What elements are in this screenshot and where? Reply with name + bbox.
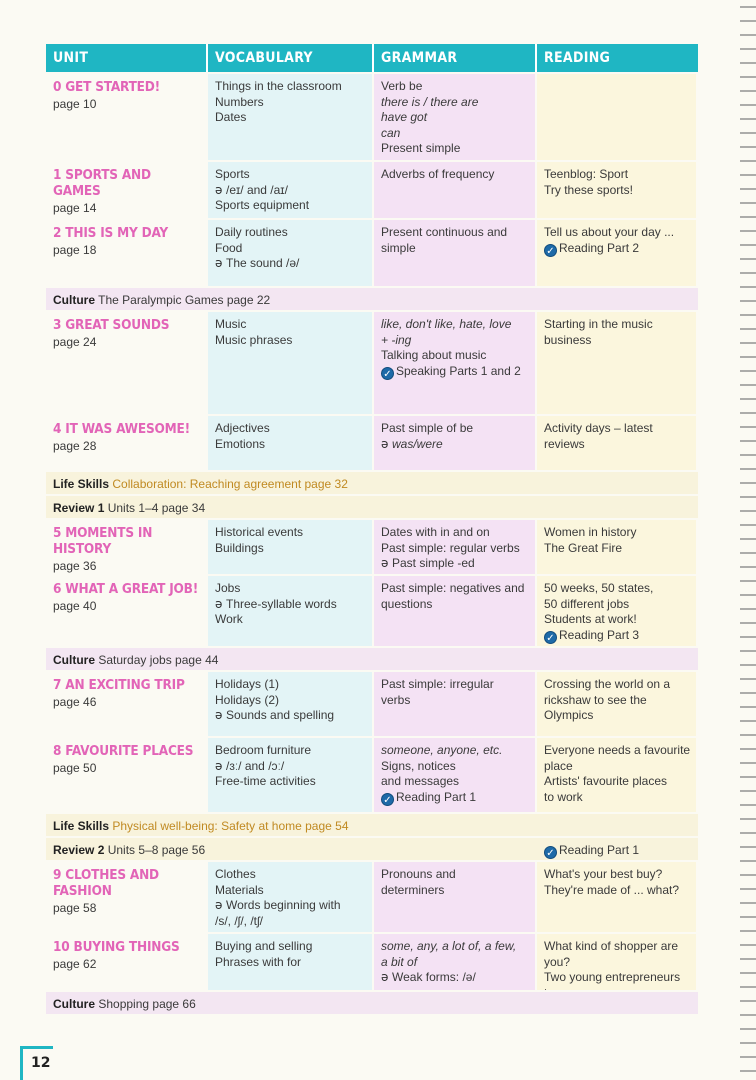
cell-text: have got (381, 110, 428, 125)
cell-line (381, 348, 531, 364)
vocabulary-cell (208, 160, 374, 218)
unit-cell (46, 414, 208, 470)
header-reading: READING (537, 44, 698, 72)
cell-line (215, 867, 368, 883)
cell-text: Words beginning with (226, 898, 341, 913)
cell-line (381, 167, 531, 183)
cell-line (544, 333, 692, 349)
cell-text: Adjectives (215, 421, 270, 435)
cell-line (215, 597, 368, 613)
cell-line (544, 693, 692, 724)
cell-text: Phrases with for (215, 954, 302, 969)
vocabulary-cell (208, 414, 374, 470)
cell-line (215, 914, 368, 930)
cell-line (544, 241, 692, 257)
cell-line (381, 743, 531, 759)
cell-text: and messages (381, 774, 460, 789)
cell-line (381, 95, 531, 111)
life-row (46, 470, 698, 494)
cell-text: What kind of shopper are you? (544, 939, 679, 969)
cell-text: Clothes (215, 867, 256, 881)
cell-text: business (544, 332, 592, 347)
unit-cell (46, 518, 208, 574)
cell-line (215, 256, 368, 272)
spiral-binding (740, 0, 756, 1080)
unit-page: page 10 (53, 97, 97, 111)
cell-line (215, 939, 368, 955)
cell-line (381, 970, 531, 986)
page-number: 12 (31, 1055, 51, 1071)
pronunciation-icon: ə (215, 898, 223, 913)
vocabulary-cell (208, 670, 374, 736)
unit-title: 0 GET STARTED! (53, 79, 160, 95)
cell-text: Work (215, 612, 243, 627)
cell-line (381, 79, 531, 95)
cell-line (215, 421, 368, 437)
grammar-cell (374, 218, 537, 286)
cell-text: Women in history (544, 525, 637, 539)
unit-page: page 14 (53, 201, 97, 215)
cell-line (215, 612, 368, 628)
cell-text: Students at work! (544, 612, 637, 627)
cell-text: Music phrases (215, 332, 293, 347)
vocabulary-cell (208, 574, 374, 646)
cell-text: Pronouns and (381, 867, 456, 881)
cell-line (215, 95, 368, 111)
cell-text: simple (381, 240, 416, 255)
review-text: Units 1–4 page 34 (107, 501, 206, 515)
cell-text: Three-syllable words (226, 596, 337, 611)
vocabulary-cell (208, 736, 374, 812)
cell-line (381, 110, 531, 126)
reading-cell (537, 932, 698, 990)
cell-line (544, 597, 692, 613)
reading-cell (537, 736, 698, 812)
culture-label: Culture (53, 997, 95, 1011)
cell-text: Historical events (215, 525, 304, 539)
page-number-box (20, 1046, 53, 1080)
cell-line (381, 241, 531, 257)
cell-line (381, 867, 531, 883)
cell-line (215, 225, 368, 241)
cell-text: /s/, /ʃ/, /tʃ/ (215, 913, 264, 928)
cell-line (381, 541, 531, 557)
culture-label: Culture (53, 293, 95, 307)
header-vocabulary: VOCABULARY (208, 44, 374, 72)
cell-text: Adverbs of frequency (381, 167, 495, 181)
cell-line (215, 79, 368, 95)
cell-text: rickshaw to see the Olympics (544, 692, 647, 723)
cell-line (215, 198, 368, 214)
cell-text: Numbers (215, 94, 264, 109)
review-label: Review 1 (53, 501, 105, 515)
review-text: Units 5–8 page 56 (107, 843, 206, 857)
contents-table (46, 44, 698, 1014)
cell-line (215, 708, 368, 724)
cell-line (215, 743, 368, 759)
cell-line (215, 774, 368, 790)
cell-line (544, 525, 692, 541)
cell-line (381, 126, 531, 142)
cell-text: some, any, a lot of, a few, (381, 939, 517, 953)
cell-text: What's your best buy? (544, 867, 663, 881)
cell-text: Tell us about your day ... (544, 225, 675, 239)
cell-line (544, 541, 692, 557)
unit-page: page 40 (53, 599, 97, 613)
cell-line (544, 628, 692, 644)
grammar-cell (374, 932, 537, 990)
cell-line (381, 939, 531, 955)
grammar-cell (374, 860, 537, 932)
unit-title: 1 SPORTS AND GAMES (53, 167, 151, 199)
cell-text: Speaking Parts 1 and 2 (396, 363, 521, 378)
cell-text: Sports (215, 167, 250, 181)
unit-page: page 58 (53, 901, 97, 915)
cell-text: verbs (381, 692, 411, 707)
cell-line (544, 581, 692, 597)
cell-line (381, 556, 531, 572)
cell-text: Reading Part 1 (396, 789, 477, 804)
vocabulary-cell (208, 932, 374, 990)
cell-line (544, 225, 692, 241)
grammar-cell (374, 310, 537, 414)
cell-text: Past simple: regular verbs (381, 540, 520, 555)
cell-line (381, 333, 531, 349)
life-label: Life Skills (53, 819, 110, 833)
cell-line (544, 183, 692, 199)
cell-text: /ɜː/ and /ɔː/ (226, 758, 285, 773)
cell-text: like, don't like, hate, love (381, 317, 512, 331)
unit-page: page 50 (53, 761, 97, 775)
cell-line (381, 693, 531, 709)
unit-cell (46, 160, 208, 218)
cell-text: Everyone needs a favourite (544, 743, 691, 757)
header-unit: UNIT (46, 44, 208, 72)
reading-cell (537, 860, 698, 932)
pronunciation-icon: ə (381, 556, 389, 571)
cell-line (544, 790, 692, 806)
cell-text: Activity days – latest reviews (544, 421, 653, 451)
cell-line (215, 677, 368, 693)
cell-text: Reading Part 3 (559, 627, 640, 642)
life-text: Physical well-being: Safety at home page 54 (112, 819, 349, 833)
unit-cell (46, 218, 208, 286)
cell-text: Buildings (215, 540, 264, 555)
cell-line (544, 743, 692, 759)
cell-text: The sound /ə/ (226, 256, 300, 271)
cell-text: Things in the classroom (215, 79, 342, 93)
cell-line (215, 759, 368, 775)
cell-line (215, 167, 368, 183)
cell-text: Past simple -ed (392, 556, 475, 571)
exam-check-icon: ✓ (544, 631, 557, 644)
unit-title: 3 GREAT SOUNDS (53, 317, 170, 333)
unit-cell (46, 670, 208, 736)
exam-check-icon: ✓ (544, 244, 557, 257)
unit-cell (46, 72, 208, 160)
reading-cell (537, 310, 698, 414)
cell-text: Jobs (215, 581, 241, 595)
cell-line (381, 774, 531, 790)
cell-text: was/were (392, 436, 443, 451)
unit-page: page 18 (53, 243, 97, 257)
cell-text: Holidays (2) (215, 692, 280, 707)
unit-cell (46, 574, 208, 646)
culture-row (46, 646, 698, 670)
unit-page: page 24 (53, 335, 97, 349)
cell-line (381, 141, 531, 157)
pronunciation-icon: ə (381, 970, 389, 985)
cell-line (544, 677, 692, 693)
vocabulary-cell (208, 518, 374, 574)
reading-cell (537, 72, 698, 160)
life-label: Life Skills (53, 477, 110, 491)
culture-text: Shopping page 66 (98, 997, 196, 1011)
unit-cell (46, 310, 208, 414)
cell-line (381, 883, 531, 899)
cell-line (544, 317, 692, 333)
culture-row (46, 990, 698, 1014)
cell-text: Music (215, 317, 247, 331)
cell-text: /eɪ/ and /aɪ/ (226, 182, 288, 197)
review-label: Review 2 (53, 843, 105, 857)
cell-line (544, 883, 692, 899)
cell-text: Bedroom furniture (215, 743, 312, 757)
life-text: Collaboration: Reaching agreement page 32 (112, 477, 348, 491)
cell-line (544, 867, 692, 883)
cell-text: Past simple of be (381, 421, 474, 435)
unit-title: 5 MOMENTS IN HISTORY (53, 525, 153, 557)
unit-title: 10 BUYING THINGS (53, 939, 180, 955)
cell-line (381, 364, 531, 380)
cell-text: Teenblog: Sport (544, 167, 629, 181)
unit-title: 6 WHAT A GREAT JOB! (53, 581, 199, 597)
cell-text: a bit of (381, 954, 418, 969)
cell-text: Emotions (215, 436, 266, 451)
pronunciation-icon: ə (215, 758, 223, 773)
unit-title: 8 FAVOURITE PLACES (53, 743, 194, 759)
cell-line (215, 883, 368, 899)
cell-text: to work (544, 789, 583, 804)
cell-line (215, 955, 368, 971)
cell-text: Sports equipment (215, 198, 310, 213)
cell-line (381, 581, 531, 597)
cell-text: Starting in the music (544, 317, 653, 331)
cell-text: can (381, 125, 401, 140)
reading-cell (537, 218, 698, 286)
reading-cell (537, 670, 698, 736)
pronunciation-icon: ə (215, 708, 223, 723)
pronunciation-icon: ə (215, 596, 223, 611)
cell-line (544, 759, 692, 775)
cell-line (215, 437, 368, 453)
cell-text: Materials (215, 882, 264, 897)
vocabulary-cell (208, 310, 374, 414)
exam-check-icon: ✓ (381, 367, 394, 380)
cell-line (381, 955, 531, 971)
exam-check-icon: ✓ (544, 846, 557, 859)
culture-row (46, 286, 698, 310)
reading-cell (537, 414, 698, 470)
cell-text: Signs, notices (381, 758, 456, 773)
cell-line (381, 437, 531, 453)
cell-line (381, 759, 531, 775)
cell-line (544, 774, 692, 790)
cell-text: Sounds and spelling (226, 708, 335, 723)
cell-text: Artists' favourite places (544, 774, 668, 789)
review-row (46, 494, 698, 518)
cell-line (215, 317, 368, 333)
reading-cell (537, 574, 698, 646)
cell-text: questions (381, 596, 433, 611)
cell-text: 50 weeks, 50 states, (544, 581, 654, 595)
cell-text: Reading Part 2 (559, 240, 640, 255)
unit-page: page 46 (53, 695, 97, 709)
unit-title: 9 CLOTHES AND FASHION (53, 867, 159, 899)
cell-line (215, 183, 368, 199)
cell-text: Present continuous and (381, 225, 508, 239)
cell-text: + -ing (381, 332, 412, 347)
cell-line (215, 693, 368, 709)
cell-text: Dates (215, 110, 247, 125)
unit-title: 4 IT WAS AWESOME! (53, 421, 190, 437)
cell-text: Talking about music (381, 348, 487, 363)
unit-cell (46, 932, 208, 990)
cell-text: Holidays (1) (215, 677, 280, 691)
cell-line (381, 525, 531, 541)
exam-check-icon: ✓ (381, 793, 394, 806)
cell-text: there is / there are (381, 94, 479, 109)
review-row (46, 836, 698, 860)
cell-line (215, 898, 368, 914)
grammar-cell (374, 72, 537, 160)
unit-cell (46, 736, 208, 812)
cell-text: They're made of ... what? (544, 882, 680, 897)
life-row (46, 812, 698, 836)
grammar-cell (374, 670, 537, 736)
vocabulary-cell (208, 72, 374, 160)
cell-text: The Great Fire (544, 540, 623, 555)
cell-text: determiners (381, 882, 445, 897)
cell-text: Free-time activities (215, 774, 316, 789)
reading-cell (537, 160, 698, 218)
cell-text: Crossing the world on a (544, 677, 671, 691)
cell-line (544, 421, 692, 452)
header-grammar: GRAMMAR (374, 44, 537, 72)
review-reading-text: Reading Part 1 (559, 843, 640, 857)
cell-text: Dates with in and on (381, 525, 490, 539)
cell-line (381, 677, 531, 693)
cell-line (544, 167, 692, 183)
unit-page: page 36 (53, 559, 97, 573)
grammar-cell (374, 518, 537, 574)
cell-line (215, 581, 368, 597)
unit-cell (46, 860, 208, 932)
cell-text: place (544, 758, 573, 773)
cell-text: Verb be (381, 79, 423, 93)
culture-text: The Paralympic Games page 22 (98, 293, 271, 307)
unit-title: 2 THIS IS MY DAY (53, 225, 168, 241)
cell-text: Past simple: irregular (381, 677, 494, 691)
unit-page: page 62 (53, 957, 97, 971)
cell-line (215, 525, 368, 541)
pronunciation-icon: ə (381, 436, 389, 451)
reading-cell (537, 518, 698, 574)
cell-line (381, 597, 531, 613)
cell-text: Try these sports! (544, 182, 633, 197)
cell-line (381, 317, 531, 333)
cell-line (215, 241, 368, 257)
cell-text: Present simple (381, 141, 461, 156)
cell-line (215, 333, 368, 349)
cell-text: Past simple: negatives and (381, 581, 525, 595)
review-reading (544, 838, 639, 862)
vocabulary-cell (208, 860, 374, 932)
cell-text: Food (215, 240, 243, 255)
unit-title: 7 AN EXCITING TRIP (53, 677, 185, 693)
grammar-cell (374, 160, 537, 218)
grammar-cell (374, 574, 537, 646)
cell-line (381, 421, 531, 437)
grammar-cell (374, 736, 537, 812)
grammar-cell (374, 414, 537, 470)
vocabulary-cell (208, 218, 374, 286)
culture-label: Culture (53, 653, 95, 667)
cell-text: Weak forms: /ə/ (392, 970, 476, 985)
cell-text: 50 different jobs (544, 596, 630, 611)
cell-text: Buying and selling (215, 939, 313, 953)
cell-line (215, 110, 368, 126)
cell-line (381, 790, 531, 806)
cell-line (215, 541, 368, 557)
culture-text: Saturday jobs page 44 (98, 653, 219, 667)
cell-text: someone, anyone, etc. (381, 743, 503, 757)
unit-page: page 28 (53, 439, 97, 453)
pronunciation-icon: ə (215, 182, 223, 197)
cell-line (381, 225, 531, 241)
cell-text: Daily routines (215, 225, 288, 239)
cell-line (544, 612, 692, 628)
cell-text: Two young entrepreneurs (544, 970, 681, 985)
pronunciation-icon: ə (215, 256, 223, 271)
cell-line (544, 939, 692, 970)
